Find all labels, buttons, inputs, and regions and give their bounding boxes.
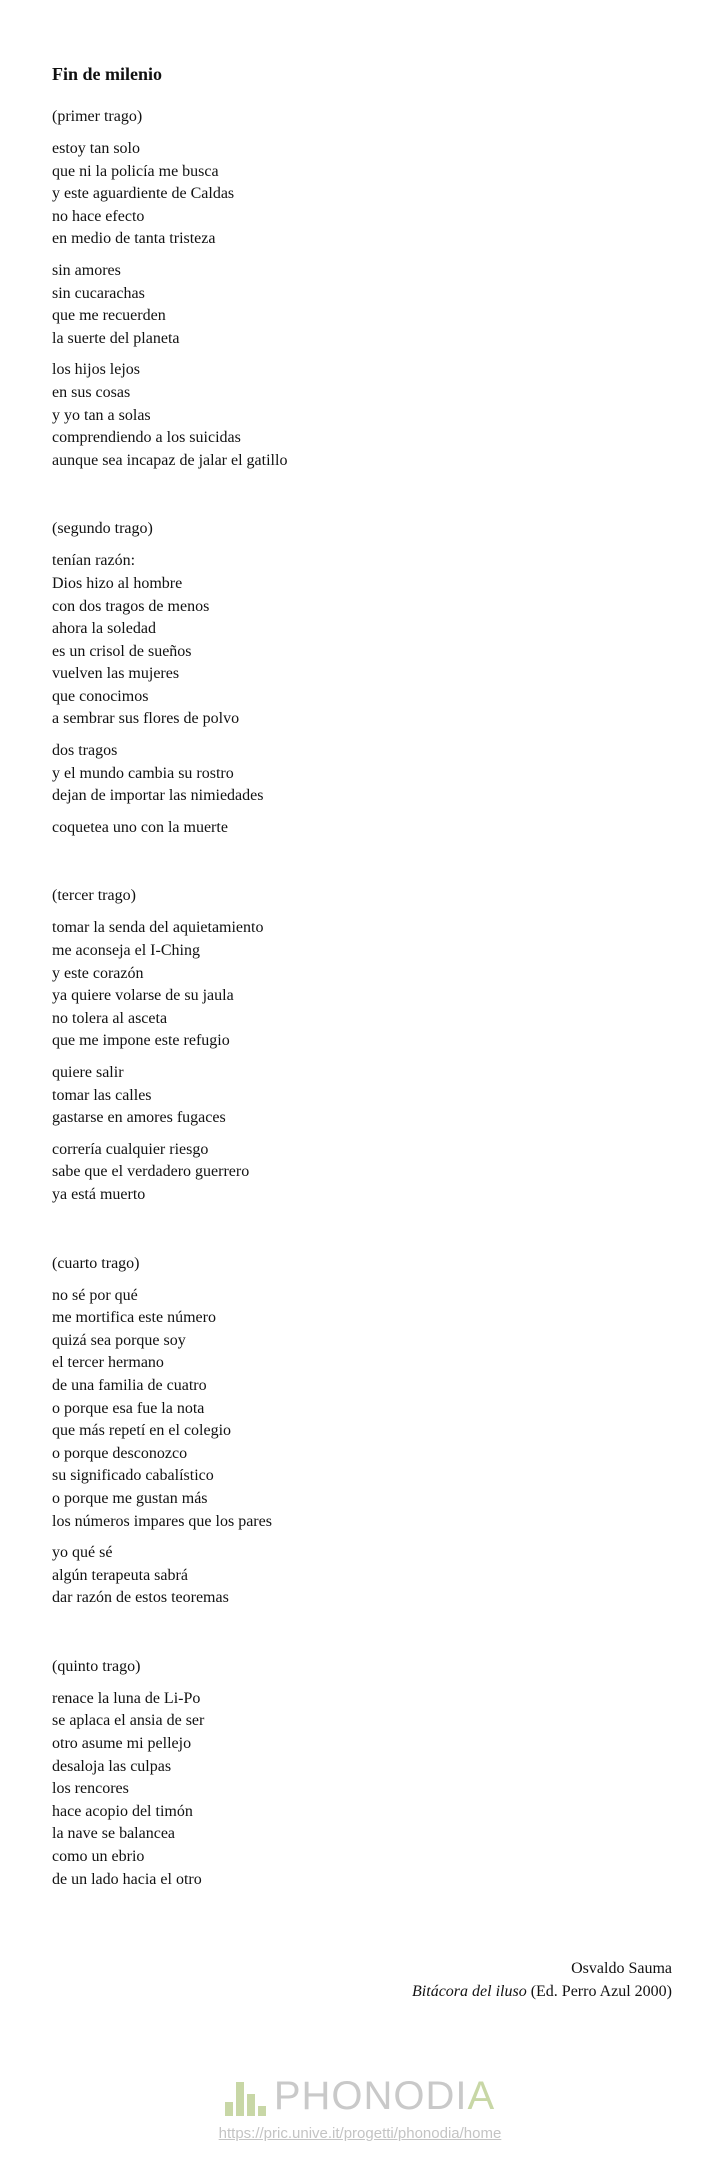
poem-line: hace acopio del timón [52, 1802, 193, 1820]
poem-line: los números impares que los pares [52, 1512, 272, 1530]
poem-line: dos tragos [52, 742, 118, 760]
poem-line: correría cualquier riesgo [52, 1140, 209, 1158]
stanza [52, 1139, 672, 1207]
stanza [52, 359, 672, 472]
section-heading: (quinto trago) [52, 1657, 141, 1675]
author-name: Osvaldo Sauma [571, 1960, 672, 1977]
poem-line: sin amores [52, 261, 121, 279]
poem-line: aunque sea incapaz de jalar el gatillo [52, 451, 288, 469]
phonodia-logo [0, 2076, 720, 2142]
poem-line: o porque esa fue la nota [52, 1399, 205, 1417]
credit-block [412, 1958, 672, 2003]
poem-line: y este corazón [52, 964, 144, 982]
poem-line: ya está muerto [52, 1185, 146, 1203]
poem-line: quizá sea porque soy [52, 1331, 186, 1349]
footer-link[interactable]: https://pric.unive.it/progetti/phonodia/home [218, 2125, 502, 2142]
stanza [52, 817, 672, 840]
poem-line: tomar la senda del aquietamiento [52, 919, 264, 937]
poem-line: no tolera al asceta [52, 1009, 168, 1027]
stanza [52, 138, 672, 251]
poem-line: yo qué sé [52, 1544, 113, 1562]
poem-line: como un ebrio [52, 1848, 145, 1866]
poem-line: que más repetí en el colegio [52, 1422, 232, 1440]
poem-line: la suerte del planeta [52, 329, 180, 347]
poem-line: de una familia de cuatro [52, 1376, 207, 1394]
poem-line: y yo tan a solas [52, 406, 151, 424]
poem-line: o porque desconozco [52, 1444, 188, 1462]
poem-line: sin cucarachas [52, 284, 145, 302]
poem-section [52, 885, 672, 1206]
poem-line: dar razón de estos teoremas [52, 1589, 229, 1607]
poem-line: es un crisol de sueños [52, 642, 192, 660]
brand-wordmark [274, 2076, 495, 2116]
stanza [52, 1542, 672, 1610]
poem-section [52, 1253, 672, 1610]
poem-line: que me impone este refugio [52, 1032, 230, 1050]
poem-title: Fin de milenio [52, 64, 163, 84]
stanza [52, 1688, 672, 1891]
poem-line: en sus cosas [52, 383, 131, 401]
poem-line: comprendiendo a los suicidas [52, 429, 241, 447]
poem-line: y este aguardiente de Caldas [52, 185, 235, 203]
book-citation [412, 1981, 672, 2004]
poem-line: ahora la soledad [52, 620, 156, 638]
poem-line: los hijos lejos [52, 361, 141, 379]
publisher-info: (Ed. Perro Azul 2000) [530, 1982, 672, 2000]
stanza [52, 1285, 672, 1534]
poem-line: estoy tan solo [52, 140, 140, 157]
stanza [52, 550, 672, 731]
poem-line: otro asume mi pellejo [52, 1735, 192, 1753]
logo-row [225, 2076, 495, 2116]
poem-line: y el mundo cambia su rostro [52, 764, 234, 782]
poem-line: no sé por qué [52, 1286, 138, 1304]
poem-line: que me recuerden [52, 307, 166, 325]
poem-line: algún terapeuta sabrá [52, 1566, 188, 1584]
poem-line: renace la luna de Li-Po [52, 1689, 201, 1707]
poem-line: vuelven las mujeres [52, 665, 180, 683]
poem-line: sabe que el verdadero guerrero [52, 1163, 250, 1181]
poem-section [52, 1656, 672, 1891]
poem-line: tomar las calles [52, 1086, 152, 1104]
poem-line: tenían razón: [52, 552, 136, 570]
poem-line: su significado cabalístico [52, 1467, 214, 1485]
poem-line: Dios hizo al hombre [52, 574, 183, 592]
stanza [52, 1062, 672, 1130]
poem-section [52, 106, 672, 472]
section-heading: (cuarto trago) [52, 1254, 140, 1272]
poem-line: a sembrar sus flores de polvo [52, 710, 240, 728]
poem-line: no hace efecto [52, 207, 145, 225]
poem-line: gastarse en amores fugaces [52, 1109, 226, 1127]
stanza [52, 917, 672, 1053]
poem-line: en medio de tanta tristeza [52, 230, 216, 248]
poem-line: de un lado hacia el otro [52, 1870, 202, 1888]
poem-line: o porque me gustan más [52, 1489, 208, 1507]
stanza [52, 260, 672, 350]
poem-line: que conocimos [52, 687, 149, 705]
section-heading: (segundo trago) [52, 520, 153, 538]
sound-bars-icon [225, 2082, 266, 2116]
brand-accent: A [467, 2074, 496, 2118]
poem-line: coquetea uno con la muerte [52, 818, 228, 836]
poem-line: me aconseja el I-Ching [52, 942, 200, 960]
poem-page [52, 62, 672, 1937]
poem-line: el tercer hermano [52, 1354, 164, 1372]
poem-line: me mortifica este número [52, 1309, 216, 1327]
section-heading: (primer trago) [52, 108, 143, 125]
stanza [52, 740, 672, 808]
brand-main: PHONODI [273, 2074, 468, 2118]
poem-line: los rencores [52, 1780, 129, 1798]
poem-line: ya quiere volarse de su jaula [52, 987, 234, 1005]
poem-line: desaloja las culpas [52, 1757, 172, 1775]
book-title: Bitácora del iluso [412, 1982, 527, 2000]
poem-line: dejan de importar las nimiedades [52, 787, 264, 805]
poem-body [52, 106, 672, 1891]
poem-line: la nave se balancea [52, 1825, 176, 1843]
section-heading: (tercer trago) [52, 887, 136, 905]
poem-line: se aplaca el ansia de ser [52, 1712, 205, 1730]
poem-line: que ni la policía me busca [52, 162, 219, 180]
poem-section [52, 518, 672, 839]
poem-line: quiere salir [52, 1064, 124, 1081]
poem-line: con dos tragos de menos [52, 597, 210, 615]
